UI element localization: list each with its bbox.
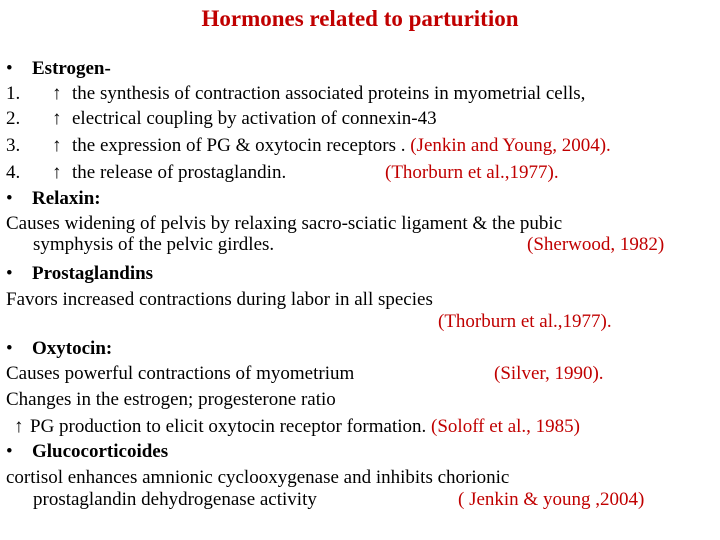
estrogen-item-3	[6, 135, 611, 157]
up-arrow-icon: ↑	[14, 416, 24, 437]
oxytocin-text-2: Changes in the estrogen; progesterone ratio	[6, 389, 336, 410]
citation: (Thorburn et al.,1977).	[385, 162, 559, 183]
item-number: 1.	[6, 83, 21, 104]
estrogen-item-4	[6, 162, 286, 184]
bullet-icon: •	[6, 188, 13, 209]
relaxin-text-2: symphysis of the pelvic girdles.	[33, 234, 275, 255]
item-text: the release of prostaglandin.	[72, 162, 287, 183]
prostaglandins-heading-line	[6, 263, 153, 285]
citation: (Sherwood, 1982)	[527, 234, 665, 255]
citation: (Jenkin and Young, 2004).	[410, 135, 611, 156]
relaxin-text-1: Causes widening of pelvis by relaxing sacro-sciatic ligament & the pubic	[6, 213, 563, 234]
oxytocin-text-1: Causes powerful contractions of myometrium	[6, 363, 355, 384]
glucocorticoides-heading-line	[6, 441, 168, 463]
citation: ( Jenkin & young ,2004)	[458, 489, 645, 510]
prostaglandins-heading: Prostaglandins	[32, 263, 154, 284]
item-text: the expression of PG & oxytocin receptors .	[72, 135, 406, 156]
item-number: 4.	[6, 162, 21, 183]
estrogen-item-1	[6, 83, 585, 105]
glucocorticoides-text-1: cortisol enhances amnionic cyclooxygenase and inhibits chorionic	[6, 467, 510, 488]
oxytocin-heading: Oxytocin:	[32, 338, 113, 359]
citation: (Soloff et al., 1985)	[431, 416, 581, 437]
bullet-icon: •	[6, 338, 13, 359]
up-arrow-icon: ↑	[52, 135, 62, 156]
estrogen-heading-line	[6, 58, 111, 80]
citation: (Silver, 1990).	[494, 363, 604, 384]
estrogen-heading: Estrogen-	[32, 58, 111, 79]
glucocorticoides-text-2: prostaglandin dehydrogenase activity	[33, 489, 317, 510]
bullet-icon: •	[6, 441, 13, 462]
up-arrow-icon: ↑	[52, 162, 62, 183]
up-arrow-icon: ↑	[52, 83, 62, 104]
citation: (Thorburn et al.,1977).	[438, 311, 612, 332]
up-arrow-icon: ↑	[52, 108, 62, 129]
estrogen-item-2	[6, 108, 437, 130]
relaxin-heading-line	[6, 188, 101, 210]
oxytocin-heading-line	[6, 338, 112, 360]
relaxin-heading: Relaxin:	[32, 188, 101, 209]
item-number: 3.	[6, 135, 21, 156]
prostaglandins-text-1: Favors increased contractions during labor in all species	[6, 289, 433, 310]
bullet-icon: •	[6, 58, 13, 79]
page-title: Hormones related to parturition	[201, 6, 519, 31]
bullet-icon: •	[6, 263, 13, 284]
oxytocin-text-3	[14, 416, 580, 438]
glucocorticoides-heading: Glucocorticoides	[32, 441, 169, 462]
item-text: electrical coupling by activation of connexin-43	[72, 108, 437, 129]
item-number: 2.	[6, 108, 21, 129]
oxytocin-text-3-body: PG production to elicit oxytocin receptor formation.	[30, 416, 427, 437]
item-text: the synthesis of contraction associated proteins in myometrial cells,	[72, 83, 586, 104]
